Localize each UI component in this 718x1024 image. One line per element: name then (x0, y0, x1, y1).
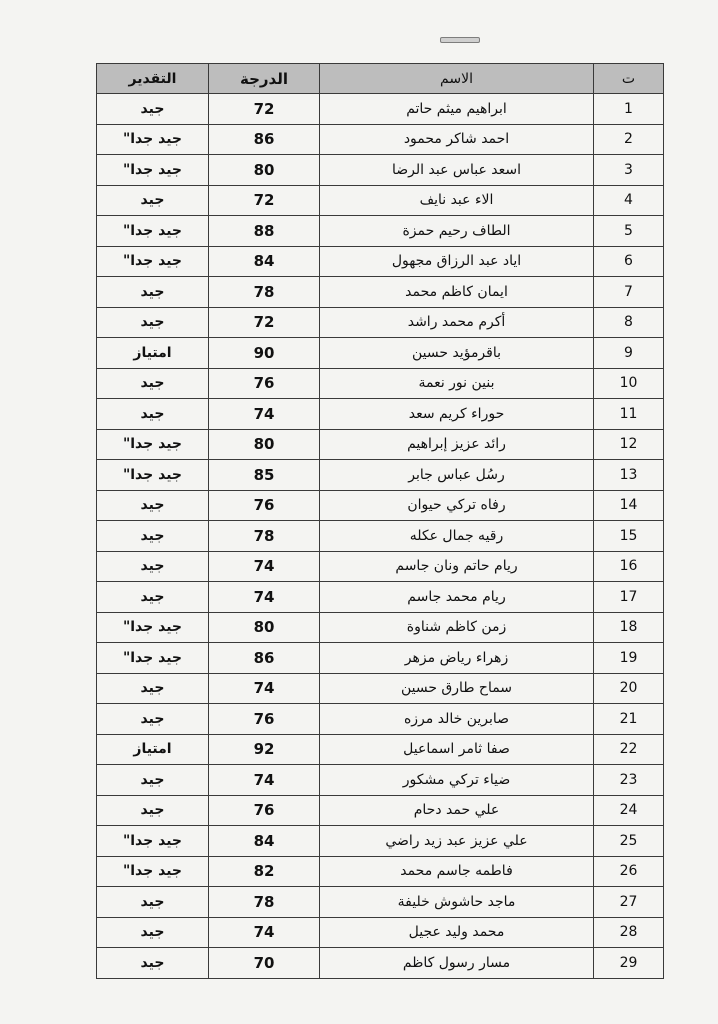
table-row (97, 246, 664, 277)
row-number: 12 (594, 429, 664, 460)
row-number: 14 (594, 490, 664, 521)
row-number: 10 (594, 368, 664, 399)
table-row (97, 429, 664, 460)
row-score: 84 (209, 826, 320, 857)
row-name: ايمان كاظم محمد (320, 277, 594, 308)
table-row (97, 460, 664, 491)
table-row (97, 399, 664, 430)
row-grade: جيد جدا" (97, 216, 209, 247)
row-grade: جيد جدا" (97, 643, 209, 674)
row-score: 76 (209, 795, 320, 826)
row-score: 74 (209, 765, 320, 796)
row-score: 78 (209, 277, 320, 308)
row-number: 23 (594, 765, 664, 796)
row-grade: جيد (97, 368, 209, 399)
row-name: حوراء كريم سعد (320, 399, 594, 430)
row-score: 70 (209, 948, 320, 979)
row-name: سماح طارق حسين (320, 673, 594, 704)
row-score: 80 (209, 155, 320, 186)
header-grade: التقدير (97, 64, 209, 94)
row-score: 72 (209, 307, 320, 338)
table-row (97, 948, 664, 979)
row-name: زمن كاظم شناوة (320, 612, 594, 643)
row-number: 7 (594, 277, 664, 308)
row-score: 85 (209, 460, 320, 491)
row-score: 80 (209, 612, 320, 643)
row-name: رسُل عباس جابر (320, 460, 594, 491)
row-grade: جيد (97, 917, 209, 948)
table-row (97, 551, 664, 582)
row-number: 27 (594, 887, 664, 918)
row-number: 11 (594, 399, 664, 430)
row-number: 5 (594, 216, 664, 247)
row-name: صابرين خالد مرزه (320, 704, 594, 735)
row-number: 17 (594, 582, 664, 613)
row-number: 13 (594, 460, 664, 491)
row-grade: امتياز (97, 338, 209, 369)
row-score: 82 (209, 856, 320, 887)
row-score: 80 (209, 429, 320, 460)
row-name: احمد شاكر محمود (320, 124, 594, 155)
row-name: علي حمد دحام (320, 795, 594, 826)
table-row (97, 734, 664, 765)
row-grade: امتياز (97, 734, 209, 765)
row-grade: جيد جدا" (97, 429, 209, 460)
table-row (97, 521, 664, 552)
row-number: 22 (594, 734, 664, 765)
row-name: محمد وليد عجيل (320, 917, 594, 948)
grades-table (96, 63, 664, 979)
row-name: اسعد عباس عبد الرضا (320, 155, 594, 186)
row-grade: جيد (97, 277, 209, 308)
row-score: 90 (209, 338, 320, 369)
table-row (97, 216, 664, 247)
row-name: ضياء تركي مشكور (320, 765, 594, 796)
row-score: 76 (209, 490, 320, 521)
table-row (97, 643, 664, 674)
row-name: ريام محمد جاسم (320, 582, 594, 613)
table-row (97, 765, 664, 796)
table-row (97, 490, 664, 521)
row-name: علي عزيز عبد زيد راضي (320, 826, 594, 857)
row-name: أكرم محمد راشد (320, 307, 594, 338)
row-number: 19 (594, 643, 664, 674)
table-row (97, 917, 664, 948)
row-score: 74 (209, 399, 320, 430)
row-number: 25 (594, 826, 664, 857)
row-number: 28 (594, 917, 664, 948)
table-row (97, 307, 664, 338)
header-number: ت (594, 64, 664, 94)
row-name: الطاف رحيم حمزة (320, 216, 594, 247)
table-row (97, 368, 664, 399)
row-score: 72 (209, 94, 320, 125)
table-row (97, 673, 664, 704)
table-row (97, 155, 664, 186)
row-grade: جيد جدا" (97, 155, 209, 186)
row-grade: جيد (97, 399, 209, 430)
row-number: 21 (594, 704, 664, 735)
row-grade: جيد (97, 185, 209, 216)
table-row (97, 826, 664, 857)
row-name: رائد عزيز إبراهيم (320, 429, 594, 460)
table-row (97, 185, 664, 216)
row-score: 86 (209, 124, 320, 155)
staple-mark (440, 37, 480, 43)
row-score: 72 (209, 185, 320, 216)
row-name: الاء عبد نايف (320, 185, 594, 216)
row-score: 88 (209, 216, 320, 247)
row-grade: جيد (97, 704, 209, 735)
table-row (97, 277, 664, 308)
row-name: ريام حاتم ونان جاسم (320, 551, 594, 582)
row-grade: جيد (97, 948, 209, 979)
row-number: 1 (594, 94, 664, 125)
row-name: فاطمه جاسم محمد (320, 856, 594, 887)
row-grade: جيد جدا" (97, 460, 209, 491)
row-grade: جيد (97, 887, 209, 918)
row-grade: جيد جدا" (97, 856, 209, 887)
row-score: 78 (209, 521, 320, 552)
row-grade: جيد (97, 551, 209, 582)
row-grade: جيد جدا" (97, 826, 209, 857)
header-name: الاسم (320, 64, 594, 94)
row-score: 74 (209, 917, 320, 948)
row-number: 24 (594, 795, 664, 826)
row-number: 2 (594, 124, 664, 155)
table-row (97, 856, 664, 887)
row-name: رقيه جمال عكله (320, 521, 594, 552)
row-number: 15 (594, 521, 664, 552)
table-header-row (97, 64, 664, 94)
row-number: 6 (594, 246, 664, 277)
row-grade: جيد (97, 94, 209, 125)
table-row (97, 612, 664, 643)
grades-sheet (96, 63, 659, 979)
row-score: 86 (209, 643, 320, 674)
table-row (97, 124, 664, 155)
row-name: ماجد حاشوش خليفة (320, 887, 594, 918)
row-number: 8 (594, 307, 664, 338)
table-row (97, 338, 664, 369)
row-name: ابراهيم ميثم حاتم (320, 94, 594, 125)
row-number: 26 (594, 856, 664, 887)
row-name: باقرمؤيد حسين (320, 338, 594, 369)
table-row (97, 795, 664, 826)
row-score: 74 (209, 673, 320, 704)
row-score: 92 (209, 734, 320, 765)
row-grade: جيد (97, 582, 209, 613)
row-name: اياد عبد الرزاق مجهول (320, 246, 594, 277)
row-grade: جيد (97, 490, 209, 521)
row-number: 29 (594, 948, 664, 979)
row-score: 78 (209, 887, 320, 918)
row-grade: جيد جدا" (97, 124, 209, 155)
row-grade: جيد جدا" (97, 612, 209, 643)
row-number: 16 (594, 551, 664, 582)
table-row (97, 887, 664, 918)
row-grade: جيد (97, 307, 209, 338)
row-score: 76 (209, 368, 320, 399)
row-number: 9 (594, 338, 664, 369)
row-score: 74 (209, 582, 320, 613)
row-grade: جيد جدا" (97, 246, 209, 277)
row-grade: جيد (97, 521, 209, 552)
row-name: زهراء رياض مزهر (320, 643, 594, 674)
row-name: مسار رسول كاظم (320, 948, 594, 979)
row-score: 84 (209, 246, 320, 277)
table-row (97, 94, 664, 125)
row-name: رفاه تركي حيوان (320, 490, 594, 521)
row-grade: جيد (97, 795, 209, 826)
row-name: بنين نور نعمة (320, 368, 594, 399)
table-row (97, 704, 664, 735)
table-row (97, 582, 664, 613)
row-number: 18 (594, 612, 664, 643)
header-score: الدرجة (209, 64, 320, 94)
row-grade: جيد (97, 673, 209, 704)
row-number: 20 (594, 673, 664, 704)
row-number: 4 (594, 185, 664, 216)
row-grade: جيد (97, 765, 209, 796)
row-number: 3 (594, 155, 664, 186)
row-score: 74 (209, 551, 320, 582)
row-name: صفا ثامر اسماعيل (320, 734, 594, 765)
row-score: 76 (209, 704, 320, 735)
